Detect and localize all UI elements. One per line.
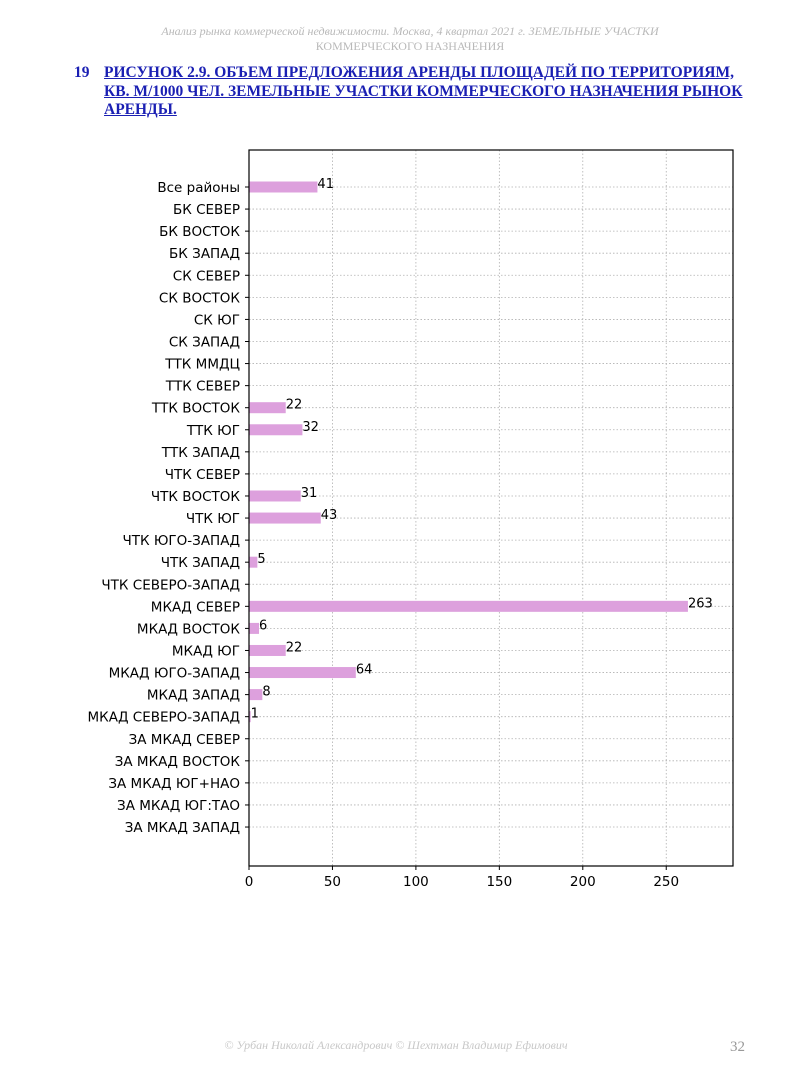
- category-label: ЗА МКАД СЕВЕР: [128, 731, 240, 748]
- bar: [249, 667, 356, 678]
- data-label: 64: [355, 662, 373, 678]
- category-label: МКАД ЮГ: [171, 643, 240, 660]
- data-label: 32: [302, 419, 319, 435]
- category-label: ЧТК СЕВЕРО-ЗАПАД: [101, 577, 240, 594]
- header-line-1: Анализ рынка коммерческой недвижимости. Москва, 4 квартал 2021 г. ЗЕМЕЛЬНЫЕ УЧАСТКИ: [161, 24, 659, 38]
- category-label: СК СЕВЕР: [172, 268, 240, 285]
- category-label: ЗА МКАД ЮГ:ТАО: [117, 797, 240, 814]
- bar: [249, 424, 302, 435]
- category-label: ЧТК ВОСТОК: [150, 488, 240, 505]
- x-tick-label: 50: [323, 874, 342, 890]
- category-label: МКАД СЕВЕР: [150, 599, 240, 616]
- data-label: 31: [300, 485, 318, 501]
- bar: [249, 513, 321, 524]
- category-label: ЧТК СЕВЕР: [164, 466, 240, 483]
- x-tick-label: 150: [486, 874, 513, 890]
- category-label: ТТК СЕВЕР: [165, 378, 240, 395]
- category-label: ЧТК ЮГ: [185, 511, 240, 528]
- x-tick-label: 0: [244, 874, 254, 890]
- category-label: БК ЗАПАД: [169, 246, 240, 263]
- bar: [249, 402, 286, 413]
- data-label: 263: [687, 596, 713, 612]
- category-label: ЧТК ЗАПАД: [160, 555, 240, 572]
- bar: [249, 490, 301, 501]
- data-label: 22: [285, 640, 303, 656]
- page-number: 32: [730, 1039, 745, 1055]
- figure-title[interactable]: РИСУНОК 2.9. ОБЪЕМ ПРЕДЛОЖЕНИЯ АРЕНДЫ ПЛОЩАДЕЙ ПО ТЕРРИТОРИЯМ, КВ. М/1000 ЧЕЛ. ЗЕМЕЛЬНЫЕ УЧАСТКИ КОММЕРЧЕСКОГО НАЗНАЧЕНИЯ РЫНОК АРЕНДЫ.: [104, 64, 743, 118]
- figure-number: 19: [74, 64, 90, 81]
- category-label: МКАД СЕВЕРО-ЗАПАД: [87, 709, 240, 726]
- bar: [249, 182, 317, 193]
- data-label: 6: [259, 618, 268, 634]
- category-label: МКАД ВОСТОК: [136, 621, 240, 638]
- category-label: ТТК ВОСТОК: [151, 400, 240, 417]
- category-label: МКАД ЗАПАД: [146, 687, 240, 704]
- bar: [249, 623, 259, 634]
- category-label: ТТК ЗАПАД: [161, 444, 240, 461]
- bar: [249, 601, 688, 612]
- category-label: ЗА МКАД ЗАПАД: [124, 820, 240, 837]
- data-label: 1: [250, 706, 259, 722]
- data-label: 22: [285, 397, 303, 413]
- bar: [249, 645, 286, 656]
- data-label: 8: [262, 684, 271, 700]
- header-line-2: КОММЕРЧЕСКОГО НАЗНАЧЕНИЯ: [315, 39, 505, 53]
- category-label: БК ВОСТОК: [159, 224, 240, 241]
- data-label: 43: [320, 508, 338, 524]
- x-tick-label: 200: [569, 874, 596, 890]
- category-label: ЗА МКАД ВОСТОК: [114, 753, 240, 770]
- category-label: ТТК ММДЦ: [165, 356, 240, 373]
- category-label: СК ВОСТОК: [158, 290, 240, 307]
- category-label: Все районы: [157, 180, 240, 196]
- data-label: 5: [257, 552, 266, 568]
- bar: [249, 557, 257, 568]
- footer-copyright: © Урбан Николай Александрович © Шехтман Владимир Ефимович: [224, 1038, 568, 1052]
- category-label: ТТК ЮГ: [186, 422, 240, 439]
- x-tick-label: 250: [653, 874, 680, 890]
- x-tick-label: 100: [403, 874, 429, 890]
- data-label: 41: [317, 177, 334, 192]
- category-label: СК ЮГ: [193, 312, 240, 329]
- category-label: ЗА МКАД ЮГ+НАО: [108, 775, 240, 792]
- category-label: ЧТК ЮГО-ЗАПАД: [122, 533, 240, 550]
- bar: [249, 689, 262, 700]
- category-label: БК СЕВЕР: [172, 202, 240, 219]
- category-label: СК ЗАПАД: [168, 334, 240, 351]
- category-label: МКАД ЮГО-ЗАПАД: [108, 665, 240, 682]
